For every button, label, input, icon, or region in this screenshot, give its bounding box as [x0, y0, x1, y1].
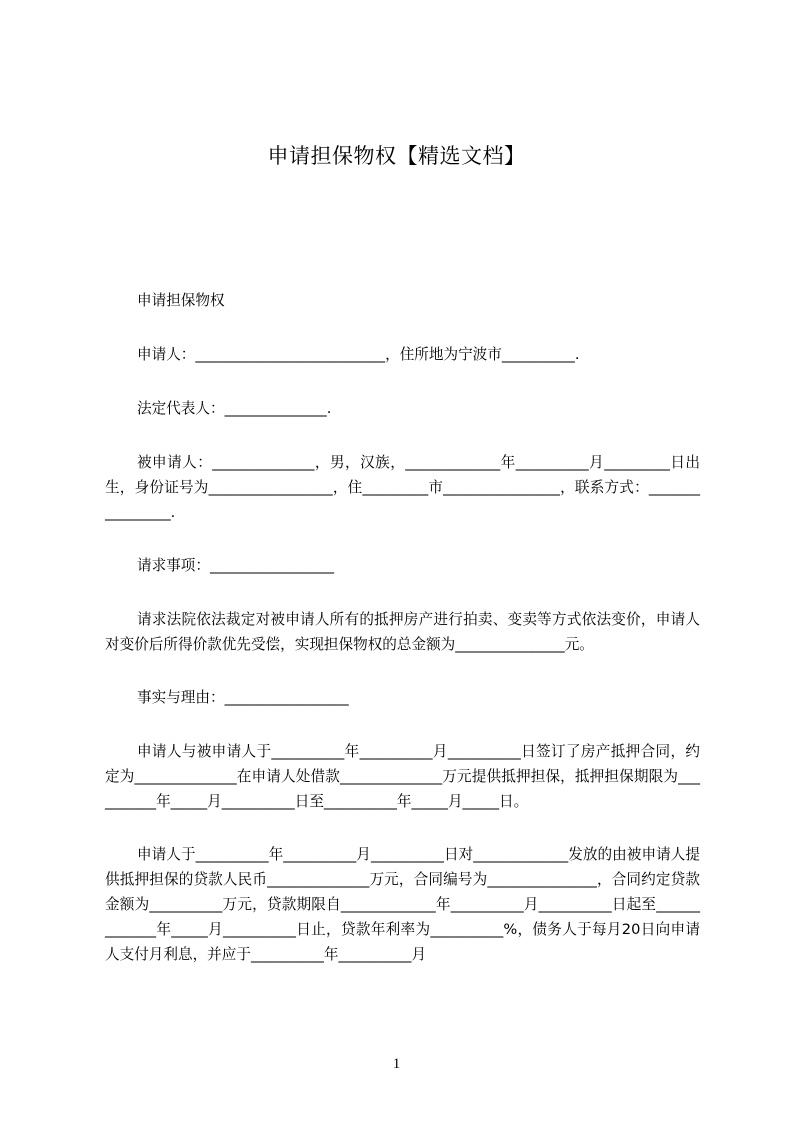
paragraph-facts-heading: 事实与理由：_________________	[137, 689, 349, 706]
paragraph-heading: 申请担保物权	[137, 292, 225, 309]
paragraph-request-items: 请求事项：_________________	[137, 557, 335, 574]
document-title: 申请担保物权【精选文档】	[267, 144, 526, 168]
paragraph-respondent: 被申请人：______________，男，汉族，_____________年__________月_________日出生，身份证号为_________________，住_________市________________，联系方式：________________.	[105, 454, 700, 521]
document-body	[105, 288, 700, 995]
paragraph-mortgage-contract: 申请人与被申请人于__________年__________月__________日签订了房产抵押合同，约定为______________在申请人处借款______________万元提供抵押担保，抵押担保期限为__________年_____月__________日至__________年_____月_____日。	[105, 743, 700, 810]
paragraph-request-content: 请求法院依法裁定对被申请人所有的抵押房产进行拍卖、变卖等方式依法变价，申请人对变价后所得价款优先受偿，实现担保物权的总金额为_______________元。	[105, 611, 700, 653]
paragraph-loan-details: 申请人于__________年__________月__________日对_____________发放的由被申请人提供抵押担保的贷款人民币______________万元，合同编号为_______________，合同约定贷款金额为__________万元，贷款期限自_____________年__________月__________日起至_____________年_____月__________日止，贷款年利率为__________%，债务人于每月20日向申请人支付月利息，并应于__________年__________月	[105, 846, 700, 963]
page-number: 1	[392, 1056, 401, 1072]
paragraph-applicant: 申请人：__________________________，住所地为宁波市__________.	[137, 346, 580, 363]
paragraph-legal-representative: 法定代表人：______________.	[137, 400, 332, 417]
